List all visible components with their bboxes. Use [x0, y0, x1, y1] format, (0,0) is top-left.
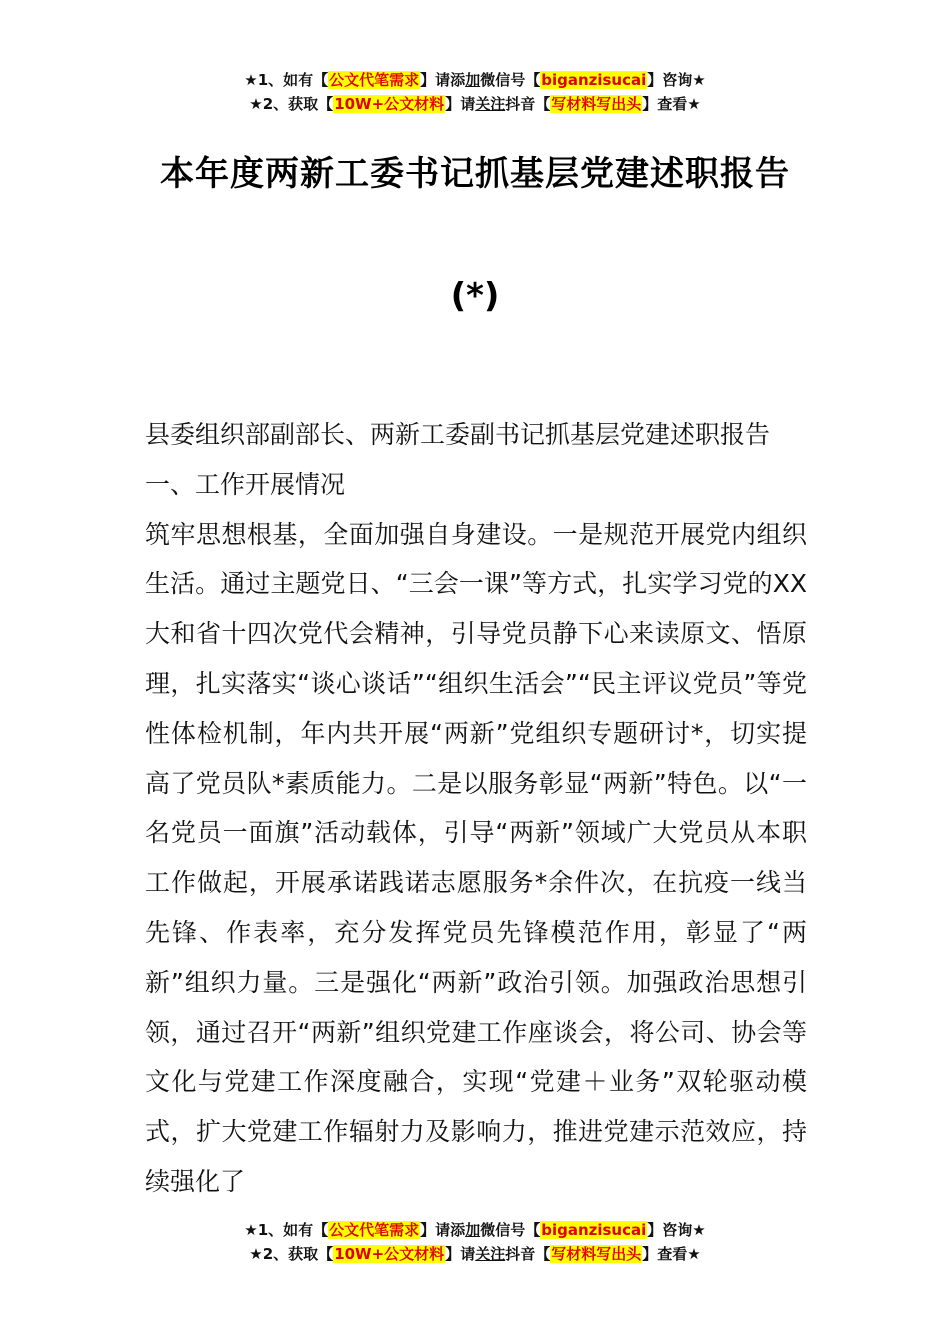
banner-text: 】查看★	[642, 95, 701, 113]
banner-text: 】请添	[420, 1221, 466, 1239]
underlined-text: 关注	[475, 95, 506, 113]
highlighted-wechat-id: biganzisucai	[541, 71, 647, 89]
highlighted-materials-text: 10W+公文材料	[334, 95, 445, 113]
banner-text: 】咨询★	[647, 1221, 706, 1239]
banner-text: 】咨询★	[647, 71, 706, 89]
footer-banner-line-1	[0, 1218, 950, 1242]
highlighted-wechat-id: biganzisucai	[541, 1221, 647, 1239]
banner-text: 抖音【	[505, 1245, 551, 1263]
document-body	[145, 410, 807, 1207]
banner-text: ★1、如有【	[244, 1221, 329, 1239]
banner-text: 】查看★	[642, 1245, 701, 1263]
document-title: 本年度两新工委书记抓基层党建述职报告	[160, 154, 790, 194]
section-heading: 一、工作开展情况	[145, 469, 346, 499]
underlined-text: 加	[465, 71, 481, 89]
highlighted-service-text: 公文代笔需求	[329, 71, 420, 89]
banner-text: ★2、获取【	[249, 1245, 334, 1263]
header-banner-line-1	[0, 68, 950, 92]
banner-text: ★1、如有【	[244, 71, 329, 89]
highlighted-douyin-id: 写材料写出头	[551, 95, 642, 113]
footer-banner-line-2	[0, 1242, 950, 1266]
banner-text: 】请	[445, 95, 476, 113]
body-paragraph: 筑牢思想根基，全面加强自身建设。一是规范开展党内组织生活。通过主题党日、“三会一课”等方式，扎实学习党的XX大和省十四次党代会精神，引导党员静下心来读原文、悟原理，扎实落实“谈心谈话”“组织生活会”“民主评议党员”等党性体检机制，年内共开展“两新”党组织专题研讨*，切实提高了党员队*素质能力。二是以服务彰显“两新”特色。以“一名党员一面旗”活动载体，引导“两新”领域广大党员从本职工作做起，开展承诺践诺志愿服务*余件次，在抗疫一线当先锋、作表率，充分发挥党员先锋模范作用，彰显了“两新”组织力量。三是强化“两新”政治引领。加强政治思想引领，通过召开“两新”组织党建工作座谈会，将公司、协会等文化与党建工作深度融合，实现“党建＋业务”双轮驱动模式，扩大党建工作辐射力及影响力，推进党建示范效应，持续强化了	[145, 519, 807, 1196]
header-banner	[0, 68, 950, 116]
banner-text: 微信号【	[480, 1221, 541, 1239]
header-banner-line-2	[0, 92, 950, 116]
banner-text: 抖音【	[505, 95, 551, 113]
highlighted-service-text: 公文代笔需求	[329, 1221, 420, 1239]
highlighted-douyin-id: 写材料写出头	[551, 1245, 642, 1263]
underlined-text: 关注	[475, 1245, 506, 1263]
footer-banner	[0, 1218, 950, 1266]
banner-text: 】请添	[420, 71, 466, 89]
underlined-text: 加	[465, 1221, 481, 1239]
banner-text: ★2、获取【	[249, 95, 334, 113]
report-heading: 县委组织部副部长、两新工委副书记抓基层党建述职报告	[145, 420, 771, 449]
document-subtitle: (*)	[450, 276, 500, 316]
highlighted-materials-text: 10W+公文材料	[334, 1245, 445, 1263]
banner-text: 】请	[445, 1245, 476, 1263]
banner-text: 微信号【	[480, 71, 541, 89]
